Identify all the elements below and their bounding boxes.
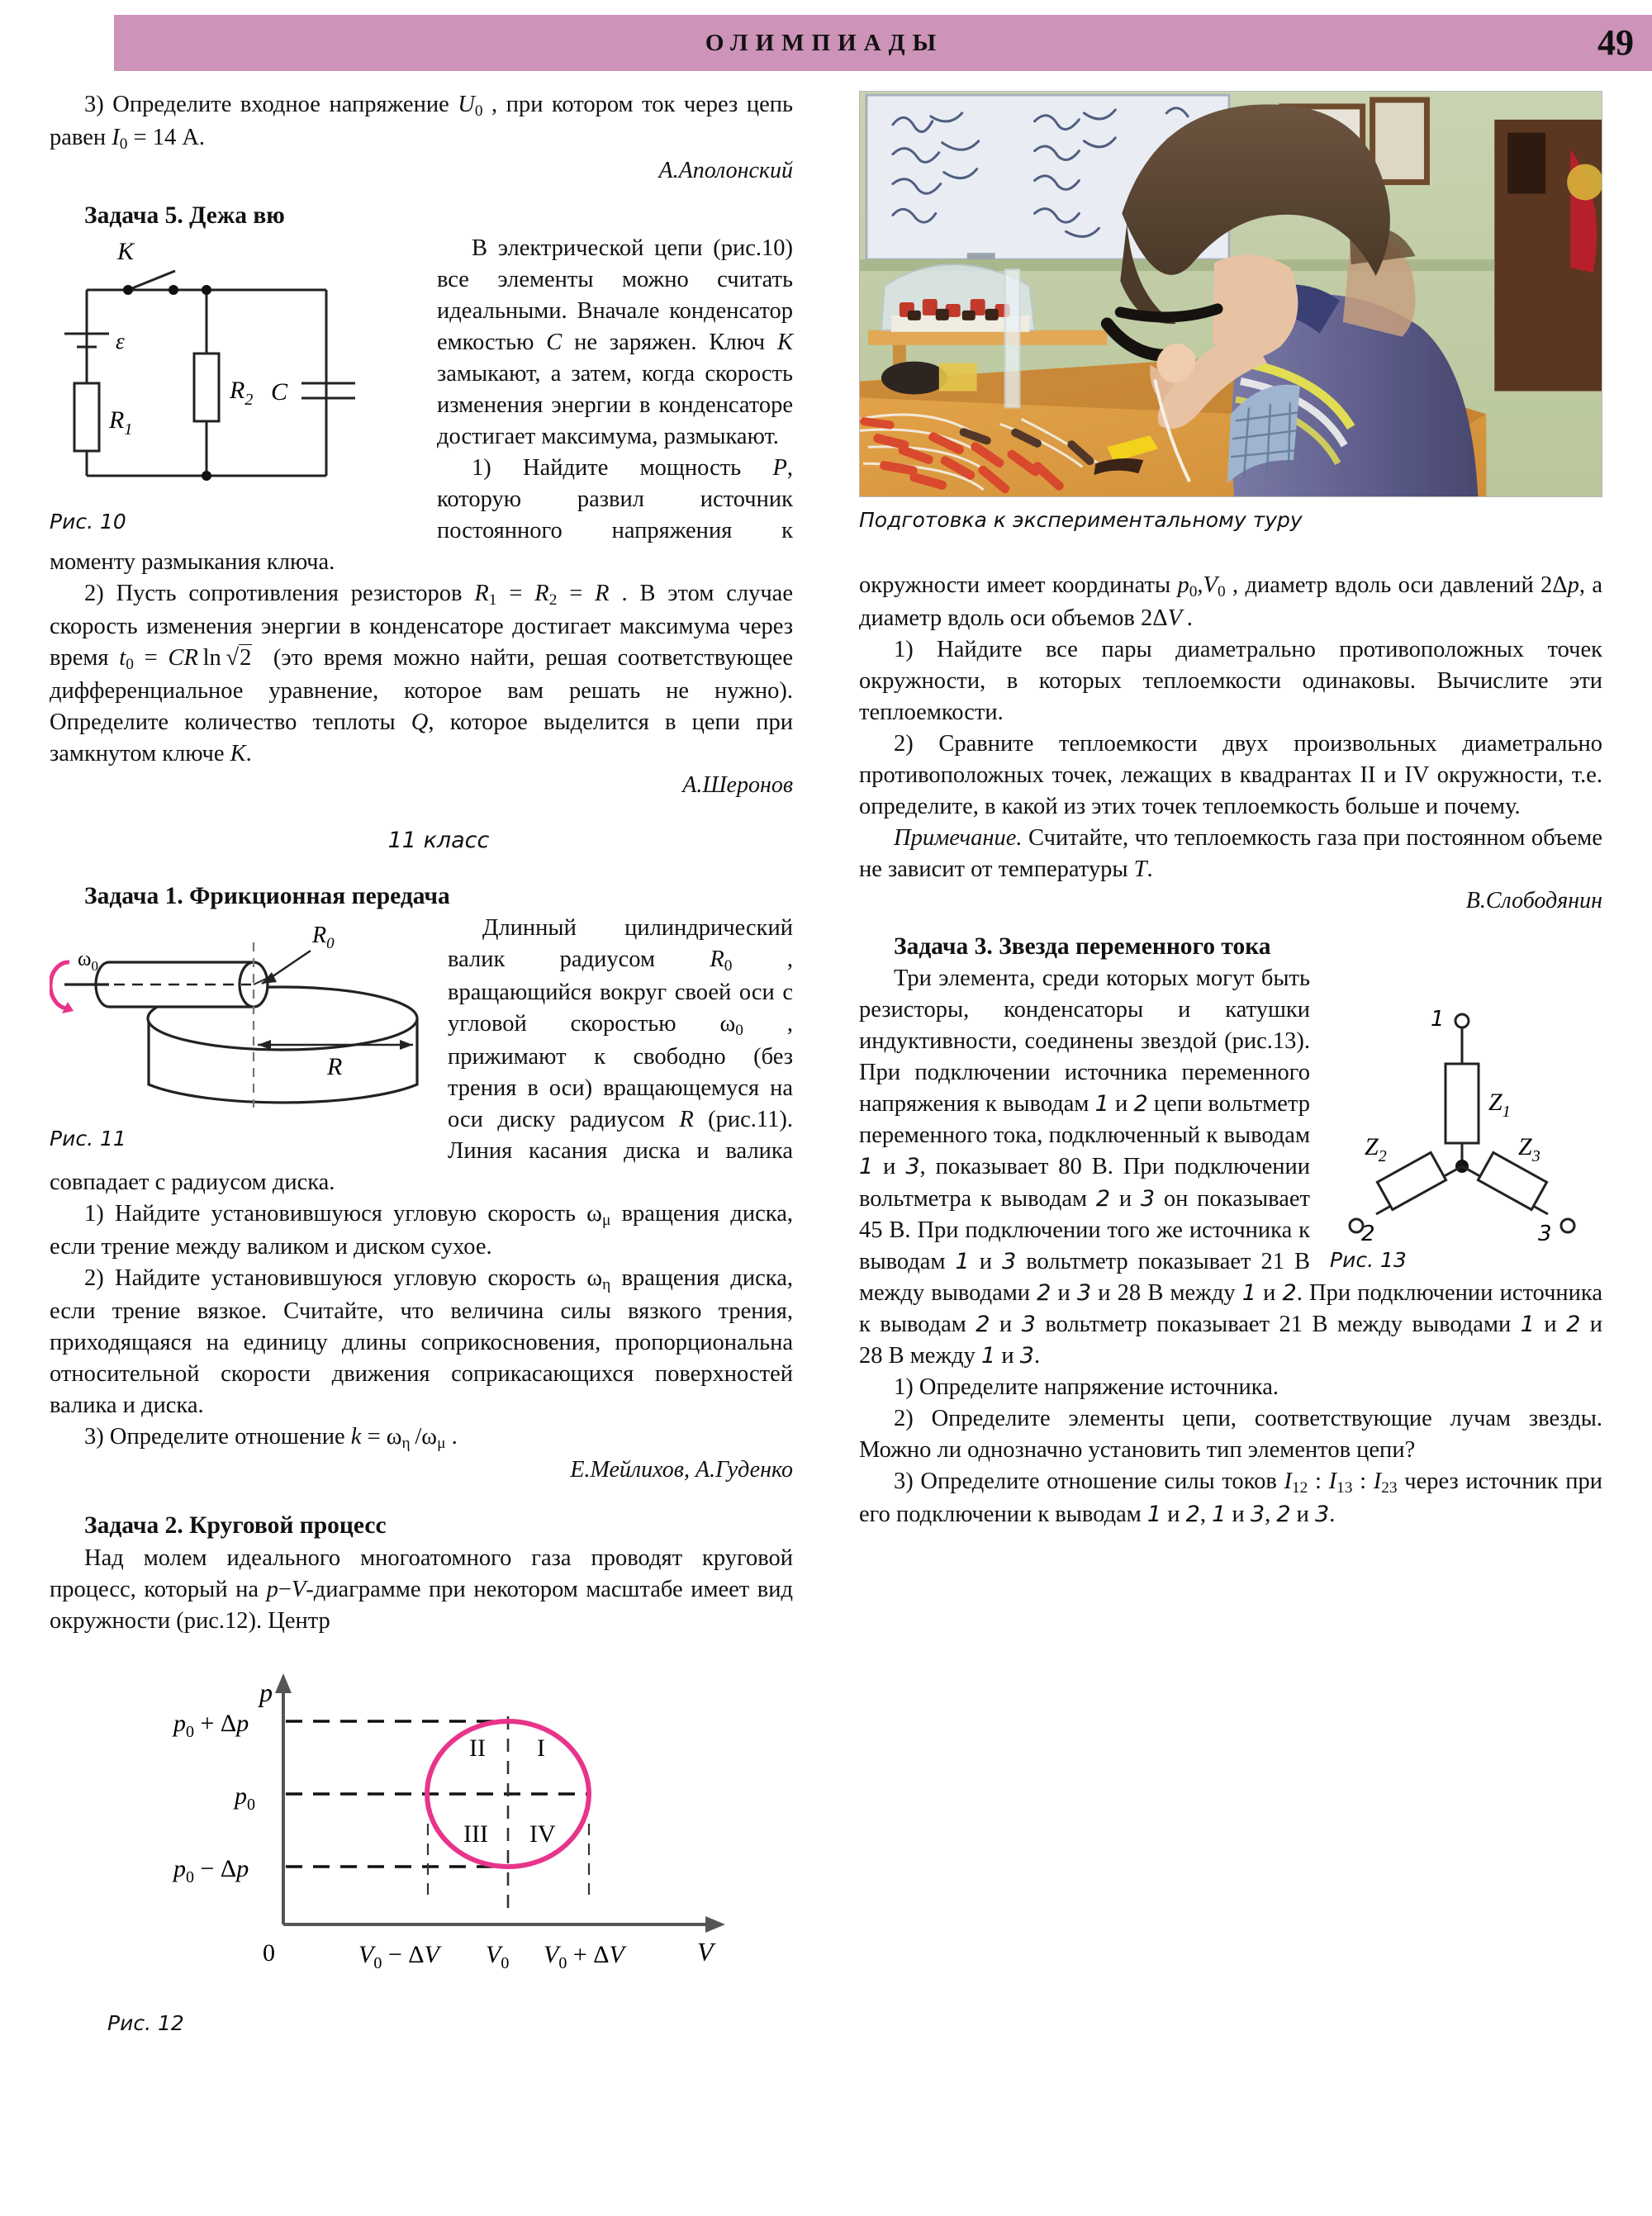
figure-13 bbox=[1330, 1001, 1602, 1272]
chart-xtick-1: $V_0$ bbox=[486, 1941, 510, 1973]
figure-11 bbox=[50, 919, 430, 1151]
task5-item2: 2) Пусть сопротивления резисторов $R_1 = R_2 = R$ . В этом случае скорость изменения энергии в конденсаторе достигает максимума через время $t_0$ = CR ln √2 (это время можно найти, решая соответствующее дифференциальное уравнение, которое вам решать не нужно). Определите количество теплоты Q, которое выделится в цепи при замкнутом ключе K. bbox=[50, 581, 793, 767]
figure-10-label-switch: K bbox=[117, 237, 135, 265]
left-column bbox=[50, 89, 793, 2035]
chart-origin-label: 0 bbox=[263, 1939, 275, 1967]
page-header-bar bbox=[114, 15, 1652, 71]
chart-quadrant-II: II bbox=[469, 1734, 486, 1763]
spacer bbox=[859, 917, 1602, 931]
figure-13-label-z3: $Z_3$ bbox=[1518, 1133, 1540, 1166]
figure-12 bbox=[97, 1658, 793, 2035]
task2-item2: 2) Сравните теплоемкости двух произвольных диаметрально противоположных точек, лежащих в квадрантах II и IV окружности, т.е. определите, в какой из этих точек теплоемкость больше и почему. bbox=[859, 731, 1602, 820]
chart-xtick-2: $V_0 + \Delta V$ bbox=[544, 1941, 624, 1973]
figure-10-label-r1: $R_1$ bbox=[109, 406, 133, 439]
chart-quadrant-IV: IV bbox=[529, 1820, 556, 1848]
figure-10-caption: Рис. 10 bbox=[50, 509, 126, 534]
task1-heading: Задача 1. Фрикционная передача bbox=[84, 882, 450, 909]
spacer bbox=[50, 186, 793, 200]
photo-caption: Подготовка к экспериментальному туру bbox=[859, 508, 1303, 532]
chart-ytick-2: $p_0 - \Delta p$ bbox=[173, 1855, 249, 1887]
chart-quadrant-III: III bbox=[463, 1820, 488, 1848]
figure-13-label-t1: 1 bbox=[1431, 1007, 1445, 1032]
task3-heading: Задача 3. Звезда переменного тока bbox=[894, 932, 1271, 960]
task2-item1: 1) Найдите все пары диаметрально противоположных точек окружности, в которых теплоемкости одинаковы. Вычислите эти теплоемкости. bbox=[859, 636, 1602, 726]
figure-12-pv-diagram bbox=[97, 1658, 742, 2005]
task5-item1: 1) Найдите мощность P, которую развил источник постоянного напряжения к моменту размыкания ключа. bbox=[50, 455, 793, 576]
chart-xtick-0: $V_0 - \Delta V$ bbox=[358, 1941, 439, 1973]
task5-author: А.Шеронов bbox=[682, 772, 793, 799]
task5-heading: Задача 5. Дежа вю bbox=[84, 202, 285, 230]
grade-label: 11 класс bbox=[387, 827, 490, 853]
page-number: 49 bbox=[1597, 22, 1634, 63]
task4-item3: 3) Определите входное напряжение $U_0$ , при котором ток через цепь равен $I_0 = 14$ A. bbox=[50, 92, 793, 153]
task2-note: Примечание. Считайте, что теплоемкость газа при постоянном объеме не зависит от температуры T. bbox=[859, 825, 1602, 883]
task2-author: В.Слободянин bbox=[1465, 888, 1602, 914]
figure-13-label-t2: 2 bbox=[1361, 1222, 1375, 1241]
spacer bbox=[50, 856, 793, 880]
task3-para1: Три элемента, среди которых могут быть резисторы, конденсаторы и катушки индуктивности, соединены звездой (рис.13). При подключении источника переменного напряжения к выводам 1 и 2 цепи вольтметр переменного тока, подключенный к выводам 1 и 3, показывает 80 В. При подключении вольтметра к выводам 2 и 3 он показывает 45 В. При подключении того же источника к выводам 1 и 3 вольтметр показывает 21 В между выводами 2 и 3 и 28 В между 1 и 2. При подключении источника к выводам 2 и 3 вольтметр показывает 21 В между выводами 1 и 2 и 28 В между 1 и 3. bbox=[859, 966, 1603, 1369]
chart-ylabel: p bbox=[259, 1677, 273, 1708]
figure-13-label-z1: $Z_1$ bbox=[1488, 1089, 1511, 1122]
figure-10-label-cap: C bbox=[271, 377, 288, 406]
task1-item1: 1) Найдите установившуюся угловую скорость $\omega_\mu$ вращения диска, если трение между валиком и диском сухое. bbox=[50, 1201, 793, 1260]
figure-13-star-circuit bbox=[1330, 1001, 1594, 1241]
figure-10 bbox=[50, 236, 417, 534]
task1-author: Е.Мейлихов, А.Гуденко bbox=[570, 1457, 793, 1483]
task2-para1: Над молем идеального многоатомного газа проводят круговой процесс, который на p−V-диаграмме при некотором масштабе имеет вид окружности (рис.12). Центр bbox=[50, 1545, 794, 1635]
task3-item1: 1) Определите напряжение источника. bbox=[894, 1374, 1279, 1400]
task1-para1: Длинный цилиндрический валик радиусом $R_0$ , вращающийся вокруг своей оси с угловой скоростью $\omega_0$ , прижимают к свободно (без трения в оси) вращающемуся на оси диску радиусом R (рис.11). Линия касания диска и валика совпадает с радиусом диска. bbox=[50, 915, 794, 1196]
figure-11-label-omega0: $\omega_0$ bbox=[78, 948, 98, 975]
photo-experimental-round-preparation bbox=[859, 91, 1602, 497]
figure-12-caption: Рис. 12 bbox=[107, 2011, 184, 2036]
task1-item3: 3) Определите отношение $k = \omega_\eta$ $/\omega_\mu$ . bbox=[84, 1424, 458, 1453]
figure-11-label-r0: $R_0$ bbox=[312, 923, 335, 953]
figure-10-label-emf: ε bbox=[116, 328, 125, 354]
figure-10-label-r2: $R_2$ bbox=[230, 376, 254, 409]
figure-10-circuit bbox=[50, 236, 405, 509]
chart-ytick-1: $p_0$ bbox=[235, 1782, 255, 1815]
chart-quadrant-I: I bbox=[537, 1734, 545, 1763]
task3-item3: 3) Определите отношение силы токов $I_{12}$ : $I_{13}$ : $I_{23}$ через источник при его подключении к выводам 1 и 2, 1 и 3, 2 и 3. bbox=[859, 1468, 1603, 1527]
right-column bbox=[859, 570, 1602, 1530]
task5-para1: В электрической цепи (рис.10) все элементы можно считать идеальными. Вначале конденсатор емкостью C не заряжен. Ключ K замыкают, а затем, когда скорость изменения энергии в конденсаторе достигает максимума, размыкают. bbox=[437, 235, 794, 449]
task3-item2: 2) Определите элементы цепи, соответствующие лучам звезды. Можно ли однозначно установить тип элементов цепи? bbox=[859, 1405, 1602, 1463]
figure-11-roller-disk bbox=[50, 919, 421, 1124]
page-title: ОЛИМПИАДЫ bbox=[705, 29, 944, 56]
figure-11-label-r: R bbox=[327, 1053, 343, 1081]
photo-block bbox=[859, 91, 1602, 532]
chart-xlabel: V bbox=[697, 1937, 714, 1967]
figure-13-label-z2: $Z_2$ bbox=[1365, 1133, 1387, 1166]
task4-author: А.Аполонский bbox=[658, 157, 793, 183]
figure-11-caption: Рис. 11 bbox=[50, 1127, 126, 1151]
spacer bbox=[50, 801, 793, 826]
task2-heading: Задача 2. Круговой процесс bbox=[84, 1512, 387, 1540]
spacer bbox=[50, 1485, 793, 1510]
figure-13-caption: Рис. 13 bbox=[1330, 1248, 1407, 1273]
task1-item2: 2) Найдите установившуюся угловую скорость $\omega_\eta$ вращения диска, если трение вязкое. Считайте, что величина силы вязкого трения, приходящаяся на единицу длины соприкосновения, пропорциональна относительной скорости движения соприкасающихся поверхностей валика и диска. bbox=[50, 1265, 793, 1419]
task2-cont: окружности имеет координаты $p_0,V_0$ , диаметр вдоль оси давлений 2Δp, а диаметр вдоль оси объемов 2ΔV . bbox=[859, 572, 1602, 631]
figure-13-label-t3: 3 bbox=[1538, 1222, 1552, 1241]
chart-ytick-0: $p_0 + \Delta p$ bbox=[173, 1710, 249, 1742]
